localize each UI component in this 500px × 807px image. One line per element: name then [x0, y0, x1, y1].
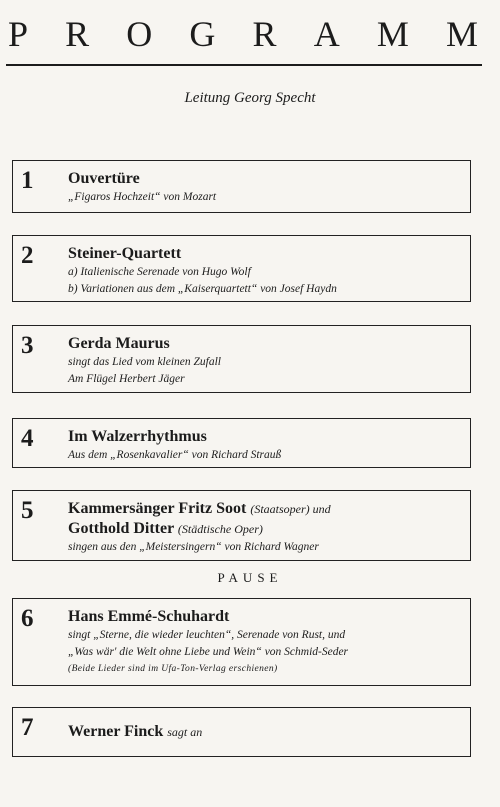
- item-heading-second: [68, 519, 464, 539]
- item-heading-text: Werner Finck: [68, 723, 164, 740]
- item-line: „Was wär' die Welt ohne Liebe und Wein“ von Schmid-Seder: [68, 646, 349, 658]
- item-body: [68, 427, 464, 464]
- item-line: b) Variationen aus dem „Kaiserquartett“ von Josef Haydn: [68, 283, 337, 295]
- item-line: Aus dem „Rosenkavalier“ von Richard Strauß: [68, 449, 282, 461]
- title-letter: A: [313, 14, 340, 54]
- program-item-2: [12, 235, 471, 302]
- item-heading-text: Gotthold Ditter: [68, 520, 174, 537]
- item-note: (Beide Lieder sind im Ufa-Ton-Verlag erschienen): [68, 664, 278, 674]
- item-heading: Steiner-Quartett: [68, 245, 182, 262]
- title-letter: R: [252, 14, 277, 54]
- item-line: Am Flügel Herbert Jäger: [68, 373, 185, 385]
- pause-label: PAUSE: [217, 570, 283, 585]
- title-letter: M: [376, 14, 409, 54]
- item-number: 6: [21, 605, 34, 632]
- item-heading: Hans Emmé-Schuhardt: [68, 608, 230, 625]
- item-body: [68, 169, 464, 206]
- title-rule: [6, 64, 482, 66]
- item-number: 3: [21, 332, 34, 359]
- item-heading: [68, 499, 464, 519]
- item-heading: Im Walzerrhythmus: [68, 428, 207, 445]
- item-number: 2: [21, 242, 34, 269]
- item-heading-text: Kammersänger Fritz Soot: [68, 500, 247, 517]
- item-heading: Ouvertüre: [68, 170, 140, 187]
- item-body: [68, 499, 464, 556]
- item-heading-suffix: (Städtische Oper): [177, 522, 263, 536]
- item-heading: Gerda Maurus: [68, 335, 170, 352]
- program-item-1: [12, 160, 471, 213]
- item-line: singen aus den „Meistersingern“ von Richard Wagner: [68, 541, 319, 553]
- item-heading-suffix: sagt an: [167, 725, 203, 739]
- item-line: „Figaros Hochzeit“ von Mozart: [68, 191, 217, 203]
- title-letter: M: [445, 14, 478, 54]
- item-line: singt das Lied vom kleinen Zufall: [68, 356, 222, 368]
- title-letter: R: [65, 14, 90, 54]
- title-letter: O: [126, 14, 153, 54]
- item-body: [68, 244, 464, 298]
- title-letter: G: [189, 14, 216, 54]
- item-line: a) Italienische Serenade von Hugo Wolf: [68, 266, 251, 278]
- conductor-line: Leitung Georg Specht: [184, 90, 316, 106]
- item-heading-suffix: (Staatsoper) und: [250, 502, 331, 516]
- item-number: 7: [21, 714, 34, 741]
- program-item-6: [12, 598, 471, 686]
- program-item-7: [12, 707, 471, 757]
- program-item-3: [12, 325, 471, 393]
- item-body: [68, 334, 464, 388]
- item-line: singt „Sterne, die wieder leuchten“, Serenade von Rust, und: [68, 629, 346, 641]
- item-number: 1: [21, 167, 34, 194]
- item-body: [68, 607, 464, 678]
- program-title: [8, 14, 478, 54]
- item-heading: [68, 722, 464, 742]
- title-letter: P: [8, 14, 29, 54]
- item-number: 4: [21, 425, 34, 452]
- item-body: [68, 722, 464, 742]
- program-item-4: [12, 418, 471, 468]
- item-number: 5: [21, 497, 34, 524]
- program-item-5: [12, 490, 471, 561]
